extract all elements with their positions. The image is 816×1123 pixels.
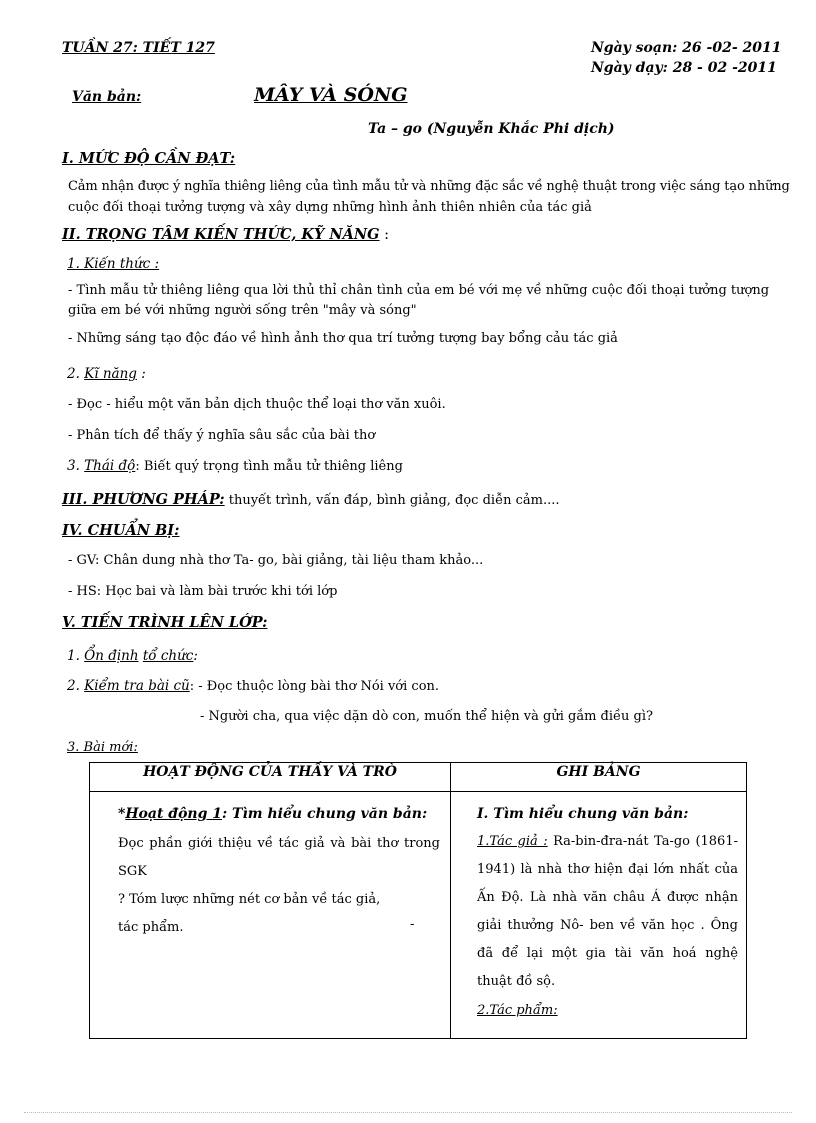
step-1-line (67, 648, 198, 664)
activity-dash: - (410, 917, 415, 932)
section-4-gv: - GV: Chân dung nhà thơ Ta- go, bài giảng, tài liệu tham khảo... (68, 553, 484, 568)
step-2-text: : - Đọc thuộc lòng bài thơ Nói với con. (189, 679, 440, 694)
section-3-line (62, 491, 559, 508)
section-1-line-2: cuộc đối thoại tưởng tượng và xây dựng những hình ảnh thiên nhiên của tác giả (68, 200, 592, 215)
section-3-text: thuyết trình, vấn đáp, bình giảng, đọc diễn cảm.... (224, 493, 560, 508)
activity-paragraph-1: Đọc phần giới thiệu về tác giả và bài thơ trong SGK (118, 836, 440, 879)
attitude-text: : Biết quý trọng tình mẫu tử thiêng liêng (135, 459, 403, 474)
section-1-line-1: Cảm nhận được ý nghĩa thiêng liêng của tình mẫu tử và những đặc sắc về nghệ thuật trong việc sáng tạo những (68, 179, 790, 194)
section-4-heading: IV. CHUẨN BỊ: (62, 522, 180, 539)
attitude-prefix: 3. (67, 458, 85, 474)
page-title: MÂY VÀ SÓNG (254, 84, 408, 106)
page-footer-divider (24, 1112, 792, 1113)
skills-heading-text: Kĩ năng (84, 366, 137, 382)
section-1-heading: I. MỨC ĐỘ CẦN ĐẠT: (62, 150, 236, 167)
attitude-line (67, 458, 403, 474)
step-1-b: tổ chức (142, 648, 194, 664)
activity-text: : Tìm hiểu chung văn bản: (222, 806, 428, 822)
skills-line-2: - Phân tích để thấy ý nghĩa sâu sắc của bài thơ (68, 428, 376, 443)
activity-paragraph-3: tác phẩm. (118, 920, 184, 935)
skills-line-1: - Đọc - hiểu một văn bản dịch thuộc thể loại thơ văn xuôi. (68, 397, 446, 412)
board-cell (451, 792, 747, 1039)
teach-date: Ngày dạy: 28 - 02 -2011 (591, 60, 777, 76)
work-label: 2.Tác phẩm: (477, 1003, 558, 1018)
knowledge-line-3: - Những sáng tạo độc đáo về hình ảnh thơ qua trí tưởng tượng bay bổng cảu tác giả (68, 331, 618, 346)
prep-date: Ngày soạn: 26 -02- 2011 (591, 40, 782, 56)
step-2-prefix: 2. (67, 678, 85, 694)
col-activity-header: HOẠT ĐỘNG CỦA THẦY VÀ TRÒ (90, 763, 451, 792)
activity-prefix: * (118, 806, 126, 822)
step-2-heading: Kiểm tra bài cũ (84, 678, 190, 694)
skills-heading (67, 366, 146, 382)
attitude-heading: Thái độ (84, 458, 136, 474)
section-2-heading-suffix: : (379, 227, 390, 243)
col-board-header: GHI BẢNG (451, 763, 747, 792)
knowledge-line-2: giữa em bé với những người sống trên "mây và sóng" (68, 303, 417, 318)
skills-suffix: : (136, 366, 146, 382)
text-label: Văn bản: (72, 89, 142, 105)
step-2-question-2: - Người cha, qua việc dặn dò con, muốn thể hiện và gửi gắm điều gì? (200, 709, 653, 724)
board-heading: I. Tìm hiểu chung văn bản: (477, 806, 689, 822)
step-2-line (67, 678, 439, 694)
week-lesson: TUẦN 27: TIẾT 127 (62, 40, 215, 56)
author-text: Ra-bin-đra-nát Ta-go (1861-1941) là nhà thơ hiện đại lớn nhất của Ấn Độ. Là nhà văn châu Á được nhận giải thưởng Nô- ben về văn học . Ông đã để lại một gia tài văn hoá nghệ thuật đồ sộ. (477, 834, 738, 989)
table-row (90, 792, 747, 1039)
step-3-line: 3. Bài mới: (67, 740, 138, 755)
activity-label: Hoạt động 1 (125, 806, 223, 822)
lesson-table (89, 762, 747, 1039)
activity-heading (118, 806, 440, 822)
step-1-suffix: : (193, 648, 198, 664)
knowledge-line-1: - Tình mẫu tử thiêng liêng qua lời thủ thỉ chân tình của em bé với mẹ về những cuộc đối thoại tưởng tượng (68, 283, 770, 298)
knowledge-heading: 1. Kiến thức : (67, 256, 160, 272)
step-1-a: Ổn định (84, 648, 139, 664)
activity-paragraph-2: ? Tóm lược những nét cơ bản về tác giả, (118, 892, 381, 907)
activity-cell (90, 792, 451, 1039)
section-3-heading: III. PHƯƠNG PHÁP: (62, 491, 225, 508)
skills-prefix: 2. (67, 366, 85, 382)
section-4-hs: - HS: Học bai và làm bài trước khi tới lớp (68, 584, 338, 599)
author-label: 1.Tác giả : (477, 834, 548, 849)
section-2-heading-text: II. TRỌNG TÂM KIẾN THỨC, KỸ NĂNG (62, 226, 380, 243)
table-header-row (90, 763, 747, 792)
author-paragraph (477, 828, 738, 996)
section-5-heading: V. TIẾN TRÌNH LÊN LỚP: (62, 614, 268, 631)
author-line: Ta – go (Nguyễn Khắc Phi dịch) (368, 121, 615, 137)
section-2-heading (62, 226, 389, 243)
step-1-prefix: 1. (67, 648, 85, 664)
